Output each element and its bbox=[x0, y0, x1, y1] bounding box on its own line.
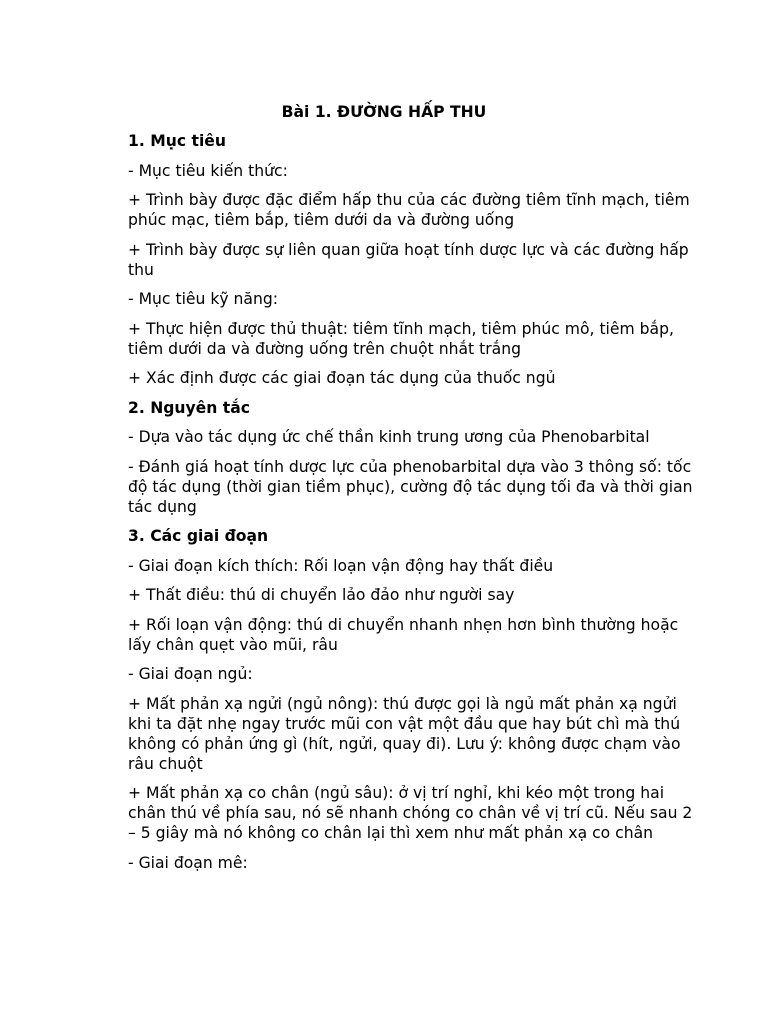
document-body bbox=[128, 131, 700, 882]
paragraph: - Đánh giá hoạt tính dược lực của phenobarbital dựa vào 3 thông số: tốc độ tác dụng (thời gian tiềm phục), cường độ tác dụng tối đa và thời gian tác dụng bbox=[128, 457, 693, 516]
paragraph: + Trình bày được đặc điểm hấp thu của các đường tiêm tĩnh mạch, tiêm phúc mạc, tiêm bắp, tiêm dưới da và đường uống bbox=[128, 191, 690, 229]
paragraph: + Xác định được các giai đoạn tác dụng của thuốc ngủ bbox=[128, 369, 556, 387]
paragraph: - Giai đoạn ngủ: bbox=[128, 665, 253, 683]
paragraph: - Mục tiêu kỹ năng: bbox=[128, 290, 279, 308]
document-title: Bài 1. ĐƯỜNG HẤP THU bbox=[281, 103, 487, 121]
section-heading-stages: 3. Các giai đoạn bbox=[128, 527, 269, 545]
paragraph: + Thực hiện được thủ thuật: tiêm tĩnh mạch, tiêm phúc mô, tiêm bắp, tiêm dưới da và đường uống trên chuột nhắt trắng bbox=[128, 319, 674, 358]
section-heading-objectives: 1. Mục tiêu bbox=[128, 132, 226, 150]
paragraph: + Thất điều: thú di chuyển lảo đảo như người say bbox=[128, 586, 515, 604]
paragraph: + Rối loạn vận động: thú di chuyển nhanh nhẹn hơn bình thường hoặc lấy chân quẹt vào mũi, râu bbox=[128, 615, 679, 654]
paragraph: + Trình bày được sự liên quan giữa hoạt tính dược lực và các đường hấp thu bbox=[128, 240, 689, 279]
paragraph: + Mất phản xạ co chân (ngủ sâu): ở vị trí nghỉ, khi kéo một trong hai chân thú về phía sau, nó sẽ nhanh chóng co chân về vị trí cũ. Nếu sau 2 – 5 giây mà nó không co chân lại thì xem như mất phản xạ co chân bbox=[128, 784, 693, 842]
section-heading-principles: 2. Nguyên tắc bbox=[128, 398, 251, 417]
paragraph: - Dựa vào tác dụng ức chế thần kinh trung ương của Phenobarbital bbox=[128, 428, 650, 446]
paragraph: - Mục tiêu kiến thức: bbox=[128, 161, 288, 180]
paragraph: - Giai đoạn kích thích: Rối loạn vận động hay thất điều bbox=[128, 556, 554, 575]
paragraph: + Mất phản xạ ngửi (ngủ nông): thú được gọi là ngủ mất phản xạ ngửi khi ta đặt nhẹ ngay trước mũi con vật một đầu que hay bút chì mà thú không có phản ứng gì (hít, ngửi, quay đi). Lưu ý: không được chạm vào râu chuột bbox=[128, 694, 681, 773]
paragraph: - Giai đoạn mê: bbox=[128, 853, 248, 872]
